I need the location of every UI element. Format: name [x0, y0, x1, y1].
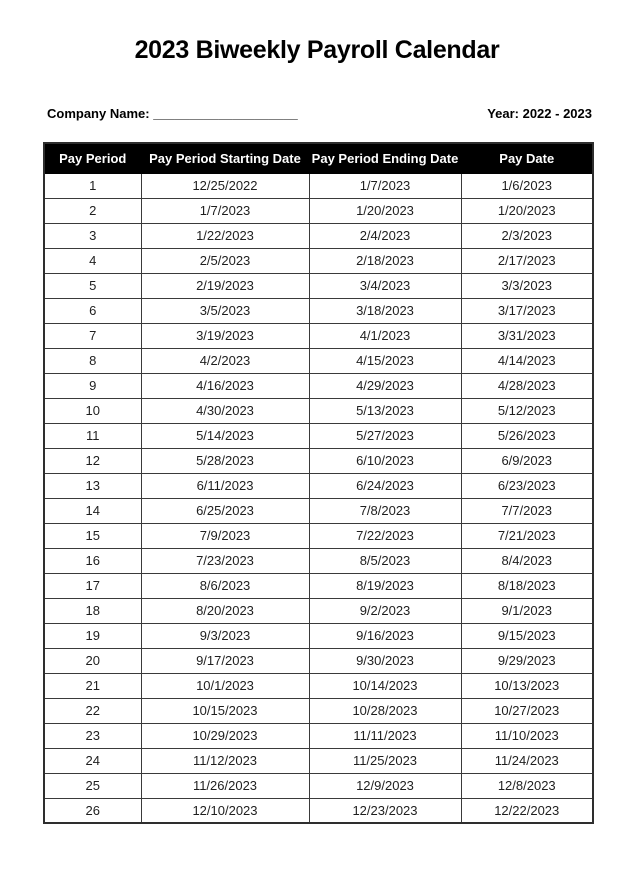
pay-period-cell: 5 [44, 273, 141, 298]
start-date-cell: 5/14/2023 [141, 423, 309, 448]
start-date-cell: 8/20/2023 [141, 598, 309, 623]
pay-date-cell: 1/6/2023 [461, 173, 593, 198]
pay-date-cell: 9/1/2023 [461, 598, 593, 623]
pay-date-cell: 7/21/2023 [461, 523, 593, 548]
start-date-cell: 1/22/2023 [141, 223, 309, 248]
year-label: Year: 2022 - 2023 [487, 106, 592, 121]
company-name-label: Company Name: ____________________ [47, 106, 298, 121]
end-date-cell: 4/15/2023 [309, 348, 461, 373]
table-row [44, 798, 593, 823]
table-row [44, 198, 593, 223]
header-pay-period: Pay Period [44, 143, 141, 173]
table-row [44, 748, 593, 773]
pay-date-cell: 3/31/2023 [461, 323, 593, 348]
end-date-cell: 8/19/2023 [309, 573, 461, 598]
pay-period-cell: 24 [44, 748, 141, 773]
end-date-cell: 2/18/2023 [309, 248, 461, 273]
end-date-cell: 5/27/2023 [309, 423, 461, 448]
pay-date-cell: 4/28/2023 [461, 373, 593, 398]
pay-period-cell: 12 [44, 448, 141, 473]
pay-date-cell: 4/14/2023 [461, 348, 593, 373]
pay-date-cell: 8/4/2023 [461, 548, 593, 573]
end-date-cell: 3/4/2023 [309, 273, 461, 298]
header-end-date: Pay Period Ending Date [309, 143, 461, 173]
end-date-cell: 11/25/2023 [309, 748, 461, 773]
start-date-cell: 4/16/2023 [141, 373, 309, 398]
table-row [44, 598, 593, 623]
pay-date-cell: 10/27/2023 [461, 698, 593, 723]
end-date-cell: 9/16/2023 [309, 623, 461, 648]
pay-date-cell: 6/23/2023 [461, 473, 593, 498]
pay-date-cell: 2/3/2023 [461, 223, 593, 248]
pay-period-cell: 20 [44, 648, 141, 673]
payroll-table-header [44, 143, 593, 173]
table-row [44, 723, 593, 748]
end-date-cell: 7/8/2023 [309, 498, 461, 523]
start-date-cell: 3/5/2023 [141, 298, 309, 323]
header-pay-date: Pay Date [461, 143, 593, 173]
pay-period-cell: 8 [44, 348, 141, 373]
pay-period-cell: 1 [44, 173, 141, 198]
end-date-cell: 12/23/2023 [309, 798, 461, 823]
end-date-cell: 2/4/2023 [309, 223, 461, 248]
end-date-cell: 9/30/2023 [309, 648, 461, 673]
pay-period-cell: 26 [44, 798, 141, 823]
end-date-cell: 4/29/2023 [309, 373, 461, 398]
table-row [44, 623, 593, 648]
end-date-cell: 10/28/2023 [309, 698, 461, 723]
start-date-cell: 11/12/2023 [141, 748, 309, 773]
table-row [44, 548, 593, 573]
end-date-cell: 6/10/2023 [309, 448, 461, 473]
payroll-table-body [44, 173, 593, 823]
end-date-cell: 8/5/2023 [309, 548, 461, 573]
end-date-cell: 11/11/2023 [309, 723, 461, 748]
start-date-cell: 10/1/2023 [141, 673, 309, 698]
pay-period-cell: 11 [44, 423, 141, 448]
table-row [44, 498, 593, 523]
pay-period-cell: 4 [44, 248, 141, 273]
pay-period-cell: 10 [44, 398, 141, 423]
table-row [44, 698, 593, 723]
pay-period-cell: 22 [44, 698, 141, 723]
pay-period-cell: 19 [44, 623, 141, 648]
table-row [44, 173, 593, 198]
pay-period-cell: 17 [44, 573, 141, 598]
pay-period-cell: 3 [44, 223, 141, 248]
pay-date-cell: 9/15/2023 [461, 623, 593, 648]
pay-period-cell: 7 [44, 323, 141, 348]
pay-period-cell: 23 [44, 723, 141, 748]
table-row [44, 273, 593, 298]
pay-date-cell: 3/17/2023 [461, 298, 593, 323]
pay-date-cell: 9/29/2023 [461, 648, 593, 673]
end-date-cell: 5/13/2023 [309, 398, 461, 423]
start-date-cell: 2/19/2023 [141, 273, 309, 298]
table-row [44, 248, 593, 273]
table-row [44, 298, 593, 323]
end-date-cell: 10/14/2023 [309, 673, 461, 698]
start-date-cell: 4/2/2023 [141, 348, 309, 373]
page-title: 2023 Biweekly Payroll Calendar [134, 36, 500, 64]
header-row [44, 143, 593, 173]
start-date-cell: 7/23/2023 [141, 548, 309, 573]
pay-period-cell: 21 [44, 673, 141, 698]
table-row [44, 423, 593, 448]
pay-date-cell: 8/18/2023 [461, 573, 593, 598]
pay-date-cell: 5/26/2023 [461, 423, 593, 448]
end-date-cell: 1/7/2023 [309, 173, 461, 198]
start-date-cell: 6/11/2023 [141, 473, 309, 498]
table-row [44, 473, 593, 498]
table-row [44, 773, 593, 798]
pay-date-cell: 12/22/2023 [461, 798, 593, 823]
table-row [44, 323, 593, 348]
table-row [44, 673, 593, 698]
end-date-cell: 4/1/2023 [309, 323, 461, 348]
table-row [44, 523, 593, 548]
pay-date-cell: 6/9/2023 [461, 448, 593, 473]
start-date-cell: 2/5/2023 [141, 248, 309, 273]
start-date-cell: 8/6/2023 [141, 573, 309, 598]
pay-period-cell: 15 [44, 523, 141, 548]
pay-date-cell: 3/3/2023 [461, 273, 593, 298]
table-row [44, 448, 593, 473]
pay-period-cell: 18 [44, 598, 141, 623]
start-date-cell: 10/15/2023 [141, 698, 309, 723]
table-row [44, 573, 593, 598]
pay-date-cell: 11/24/2023 [461, 748, 593, 773]
start-date-cell: 9/17/2023 [141, 648, 309, 673]
table-row [44, 373, 593, 398]
pay-period-cell: 6 [44, 298, 141, 323]
start-date-cell: 6/25/2023 [141, 498, 309, 523]
start-date-cell: 4/30/2023 [141, 398, 309, 423]
pay-date-cell: 12/8/2023 [461, 773, 593, 798]
pay-date-cell: 1/20/2023 [461, 198, 593, 223]
payroll-table [43, 142, 594, 824]
end-date-cell: 9/2/2023 [309, 598, 461, 623]
pay-period-cell: 9 [44, 373, 141, 398]
end-date-cell: 3/18/2023 [309, 298, 461, 323]
end-date-cell: 7/22/2023 [309, 523, 461, 548]
start-date-cell: 12/25/2022 [141, 173, 309, 198]
start-date-cell: 7/9/2023 [141, 523, 309, 548]
pay-period-cell: 2 [44, 198, 141, 223]
pay-date-cell: 11/10/2023 [461, 723, 593, 748]
start-date-cell: 9/3/2023 [141, 623, 309, 648]
pay-period-cell: 14 [44, 498, 141, 523]
table-row [44, 348, 593, 373]
pay-period-cell: 13 [44, 473, 141, 498]
start-date-cell: 11/26/2023 [141, 773, 309, 798]
header-start-date: Pay Period Starting Date [141, 143, 309, 173]
table-row [44, 223, 593, 248]
end-date-cell: 12/9/2023 [309, 773, 461, 798]
start-date-cell: 10/29/2023 [141, 723, 309, 748]
start-date-cell: 3/19/2023 [141, 323, 309, 348]
pay-date-cell: 5/12/2023 [461, 398, 593, 423]
start-date-cell: 12/10/2023 [141, 798, 309, 823]
pay-date-cell: 2/17/2023 [461, 248, 593, 273]
start-date-cell: 1/7/2023 [141, 198, 309, 223]
start-date-cell: 5/28/2023 [141, 448, 309, 473]
pay-date-cell: 10/13/2023 [461, 673, 593, 698]
table-row [44, 398, 593, 423]
meta-row [47, 106, 592, 121]
pay-period-cell: 16 [44, 548, 141, 573]
pay-period-cell: 25 [44, 773, 141, 798]
pay-date-cell: 7/7/2023 [461, 498, 593, 523]
end-date-cell: 6/24/2023 [309, 473, 461, 498]
table-row [44, 648, 593, 673]
end-date-cell: 1/20/2023 [309, 198, 461, 223]
